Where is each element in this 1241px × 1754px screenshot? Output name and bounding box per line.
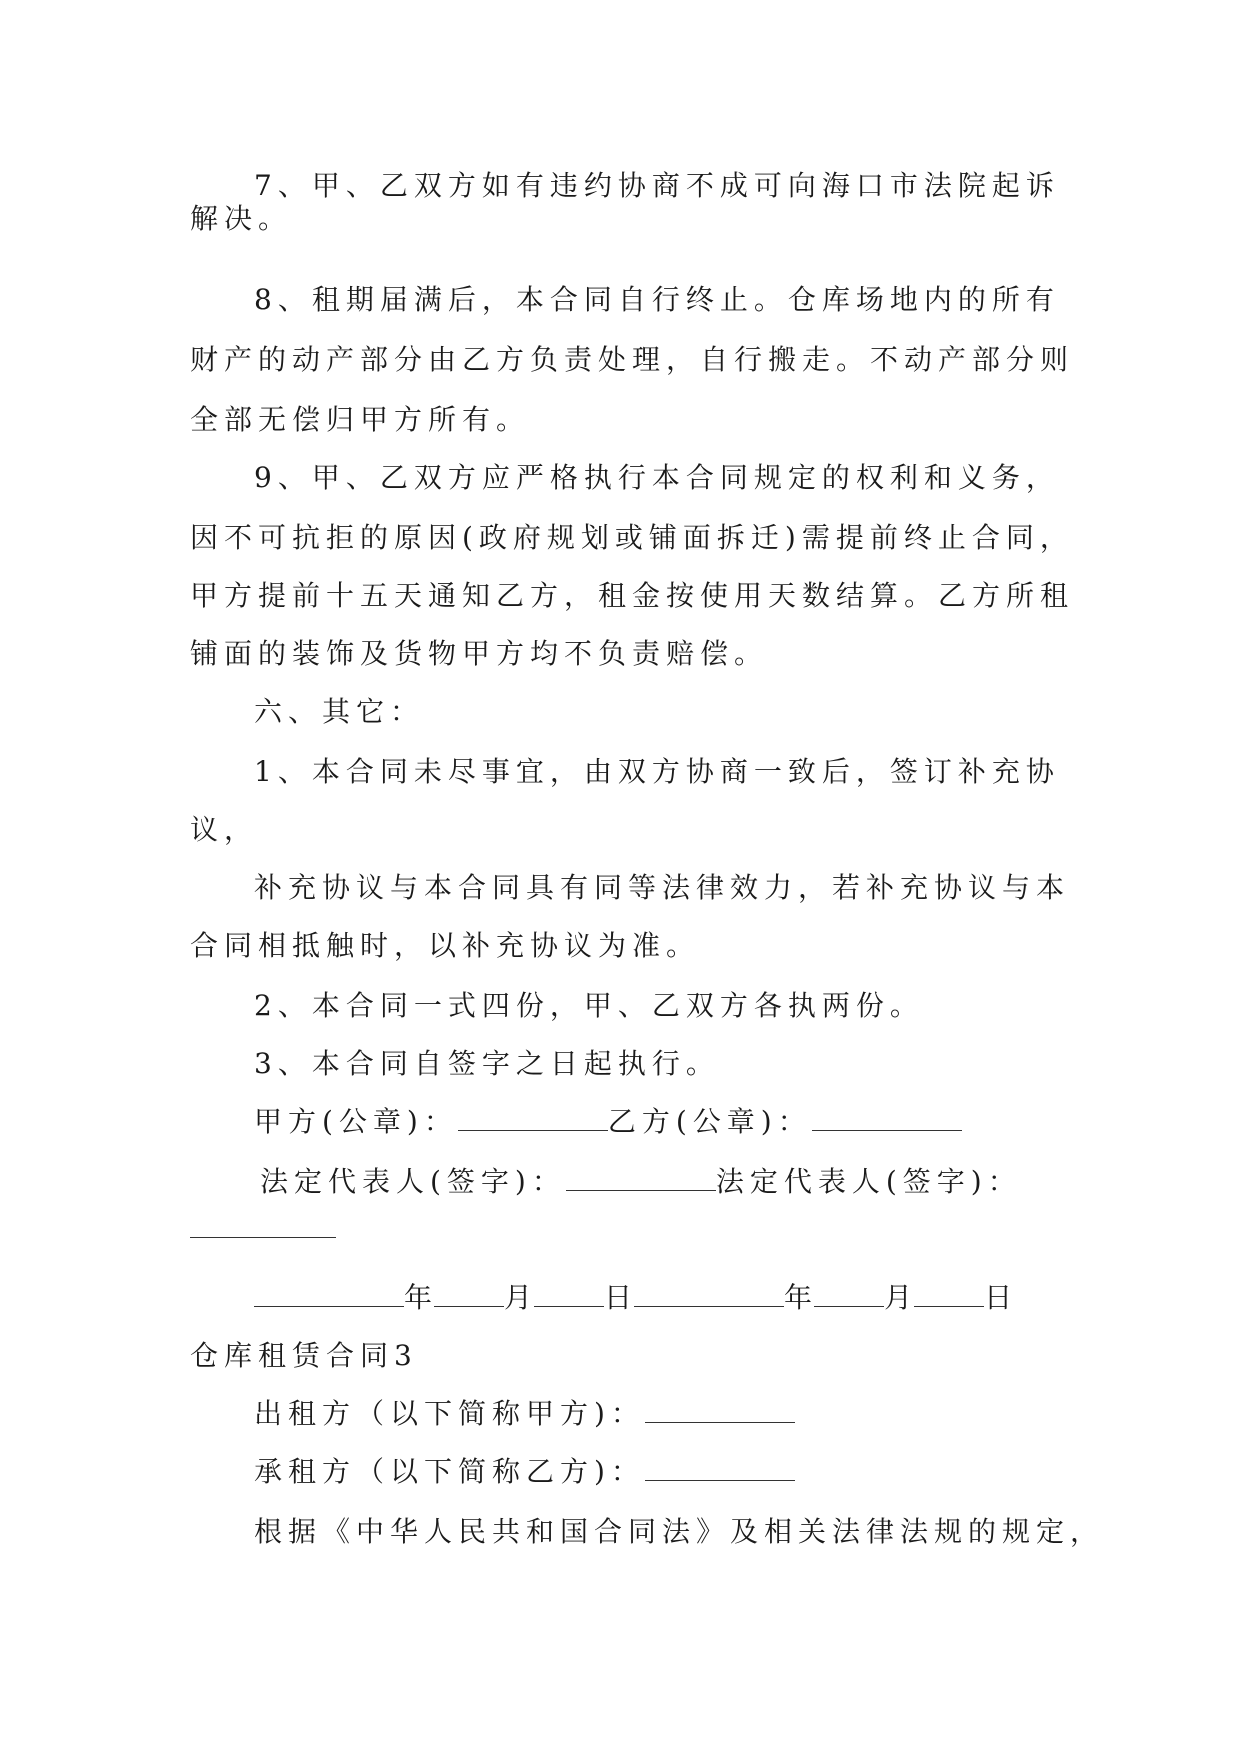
lessor-label: 出租方（以下简称甲方)： [254, 1397, 645, 1430]
clause-9-line-1: 9、甲、乙双方应严格执行本合同规定的权利和义务， [254, 461, 1060, 494]
date-a-month-blank[interactable] [434, 1278, 504, 1307]
section-6-heading: 六、其它： [254, 695, 425, 728]
lessee-label: 承租方（以下简称乙方)： [254, 1455, 645, 1488]
date-b-year-blank[interactable] [634, 1278, 784, 1307]
supplement-line-2: 合同相抵触时，以补充协议为准。 [190, 929, 701, 962]
other-1-line-2: 议， [190, 813, 259, 846]
date-a-month-label: 月 [504, 1281, 535, 1314]
date-line [254, 1278, 1014, 1318]
supplement-line-1: 补充协议与本合同具有同等法律效力，若补充协议与本 [254, 871, 1071, 904]
contract-3-title: 仓库租赁合同3 [190, 1339, 418, 1372]
seal-line [254, 1102, 962, 1142]
lessee-line [254, 1452, 795, 1492]
date-b-day-label: 日 [984, 1281, 1015, 1314]
date-a-year-blank[interactable] [254, 1278, 404, 1307]
clause-8-line-2: 财产的动产部分由乙方负责处理，自行搬走。不动产部分则 [190, 343, 1075, 376]
date-a-day-label: 日 [604, 1281, 635, 1314]
lessor-blank[interactable] [645, 1394, 795, 1423]
clause-9-line-3: 甲方提前十五天通知乙方，租金按使用天数结算。乙方所租 [190, 579, 1075, 612]
party-b-seal-label: 乙方(公章)： [607, 1105, 812, 1138]
rep-a-label: 法定代表人(签字)： [260, 1165, 566, 1198]
date-b-year-label: 年 [784, 1281, 815, 1314]
clause-9-line-2: 因不可抗拒的原因(政府规划或铺面拆迁)需提前终止合同， [190, 521, 1074, 554]
clause-8-line-1: 8、租期届满后，本合同自行终止。仓库场地内的所有 [254, 283, 1060, 316]
clause-7-line-2: 解决。 [190, 202, 293, 235]
party-a-seal-blank[interactable] [458, 1102, 608, 1131]
date-b-day-blank[interactable] [914, 1278, 984, 1307]
date-a-year-label: 年 [404, 1281, 435, 1314]
date-b-month-blank[interactable] [814, 1278, 884, 1307]
date-b-month-label: 月 [884, 1281, 915, 1314]
other-2-line: 2、本合同一式四份，甲、乙双方各执两份。 [254, 989, 924, 1022]
representative-line [260, 1162, 1022, 1202]
other-3-line: 3、本合同自签字之日起执行。 [254, 1047, 720, 1080]
rep-b-label: 法定代表人(签字)： [715, 1165, 1022, 1198]
party-b-seal-blank[interactable] [812, 1102, 962, 1131]
party-a-seal-label: 甲方(公章)： [254, 1105, 458, 1138]
other-1-line-1: 1、本合同未尽事宜，由双方协商一致后，签订补充协 [254, 755, 1060, 788]
clause-7-line-1: 7、甲、乙双方如有违约协商不成可向海口市法院起诉 [254, 169, 1060, 202]
lessee-blank[interactable] [645, 1452, 795, 1481]
legal-basis-line: 根据《中华人民共和国合同法》及相关法律法规的规定， [254, 1515, 1105, 1548]
clause-9-line-4: 铺面的装饰及货物甲方均不负责赔偿。 [190, 637, 769, 670]
rep-a-blank[interactable] [566, 1162, 716, 1191]
lessor-line [254, 1394, 795, 1434]
rep-b-blank[interactable] [190, 1237, 336, 1238]
date-a-day-blank[interactable] [534, 1278, 604, 1307]
clause-8-line-3: 全部无偿归甲方所有。 [190, 403, 531, 436]
